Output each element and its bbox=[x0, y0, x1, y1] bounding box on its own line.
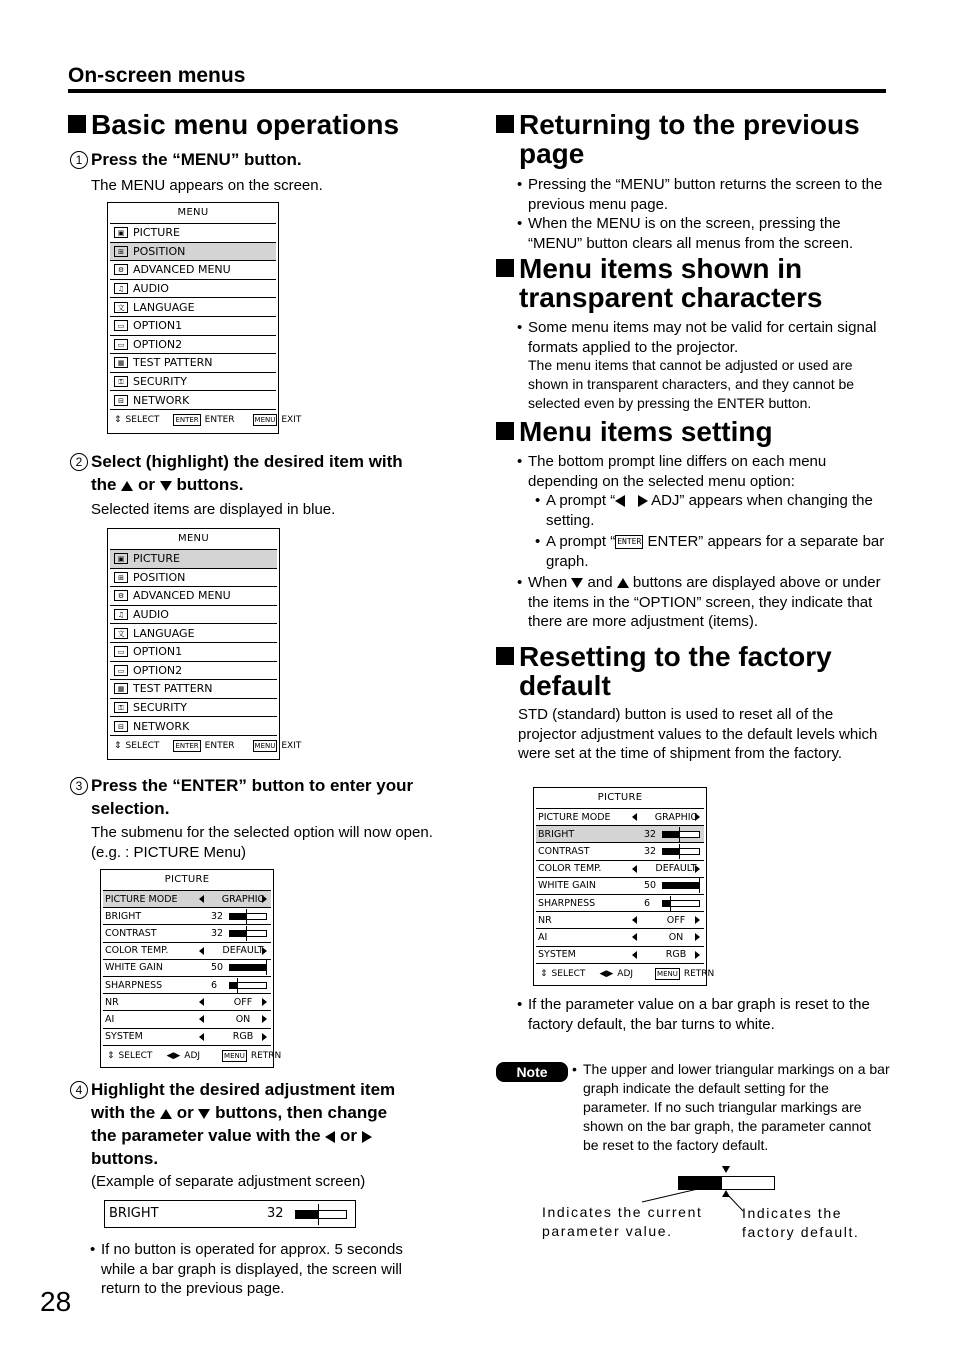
default-marker-top-icon bbox=[722, 1166, 730, 1173]
picture-row-label: SYSTEM bbox=[105, 1031, 143, 1043]
enter-key-icon: ENTER bbox=[175, 741, 199, 750]
picture-row-value: DEFAULT bbox=[222, 945, 264, 957]
menu-item-label: AUDIO bbox=[133, 608, 169, 622]
right-arrow-icon bbox=[638, 495, 648, 507]
right-arrow-icon[interactable] bbox=[262, 1033, 267, 1041]
reset-bullet: • If the parameter value on a bar graph is reset to the factory default, the bar turns to white. bbox=[517, 995, 887, 1034]
step1-desc: The MENU appears on the screen. bbox=[91, 177, 323, 194]
menu-item-label: POSITION bbox=[133, 244, 186, 258]
square-bullet-icon bbox=[68, 115, 86, 133]
picture-row[interactable] bbox=[536, 843, 704, 860]
picture-row-value: 32 bbox=[644, 828, 657, 840]
setting-heading: Menu items setting bbox=[496, 417, 773, 446]
picture-menu-screen bbox=[100, 869, 282, 1068]
left-arrow-icon bbox=[615, 495, 625, 507]
menu-item-label: ADVANCED MENU bbox=[133, 589, 231, 603]
level-bar-fill bbox=[230, 931, 246, 936]
page-number: 28 bbox=[40, 1286, 72, 1317]
menu-item-label: PICTURE bbox=[133, 552, 180, 566]
left-arrow-icon[interactable] bbox=[199, 947, 204, 955]
default-marker bbox=[237, 978, 238, 993]
picture-row[interactable] bbox=[536, 878, 704, 895]
step-number: 2 bbox=[70, 453, 88, 471]
picture-row-label: AI bbox=[105, 1013, 115, 1025]
step3-desc: The submenu for the selected option will now open. (e.g. : PICTURE Menu) bbox=[91, 824, 433, 861]
picture-row[interactable] bbox=[103, 908, 271, 925]
picture-row-label: PICTURE MODE bbox=[105, 893, 178, 905]
picture-icon: ▣ bbox=[114, 227, 128, 238]
picture-row-label: SYSTEM bbox=[538, 949, 576, 961]
picture-row-label: CONTRAST bbox=[105, 927, 157, 939]
advanced-menu-icon: ⚙ bbox=[114, 590, 128, 601]
main-menu-screen-highlight bbox=[107, 528, 302, 760]
menu-item[interactable] bbox=[110, 550, 277, 569]
menu-item-label: OPTION2 bbox=[133, 663, 183, 677]
menu-item[interactable] bbox=[110, 391, 276, 410]
menu-key-icon: MENU bbox=[657, 969, 678, 978]
default-marker bbox=[670, 896, 671, 911]
menu-item-label: LANGUAGE bbox=[133, 300, 195, 314]
picture-row-value: DEFAULT bbox=[655, 863, 697, 875]
left-arrow-icon[interactable] bbox=[632, 916, 637, 924]
picture-row-label: COLOR TEMP. bbox=[538, 863, 602, 875]
menu-item[interactable] bbox=[110, 224, 276, 243]
transparent-detail: The menu items that cannot be adjusted or used are shown in transparent characters, and they cannot be selected even by pressing the ENTER button. bbox=[528, 357, 855, 411]
menu-title: MENU bbox=[177, 207, 209, 218]
menu-item-label: PICTURE bbox=[133, 226, 180, 240]
menu-item[interactable] bbox=[110, 662, 277, 681]
picture-row-value: 6 bbox=[644, 897, 651, 909]
footer-exit-label: EXIT bbox=[281, 740, 302, 751]
default-marker bbox=[679, 844, 680, 859]
position-icon: ⊞ bbox=[114, 572, 128, 583]
picture-row-value: GRAPHIC bbox=[654, 811, 698, 823]
step3-heading: 3 Press the “ENTER” button to enter your selection. bbox=[70, 774, 470, 820]
down-arrow-icon bbox=[571, 578, 583, 588]
menu-item-label: TEST PATTERN bbox=[133, 682, 213, 696]
picture-row[interactable] bbox=[536, 912, 704, 929]
basic-menu-heading: Basic menu operations bbox=[68, 110, 399, 139]
menu-item[interactable] bbox=[110, 717, 277, 736]
note-text: • The upper and lower triangular markings on a bar graph indicate the default setting for the parameter. If no such triangular markings are shown on the bar graph, the parameter cannot be reset to the factory default. bbox=[572, 1060, 890, 1155]
transparent-heading: Menu items shown in transparent characters bbox=[496, 254, 822, 312]
step2-desc: Selected items are displayed in blue. bbox=[91, 501, 336, 518]
picture-row[interactable] bbox=[103, 994, 271, 1011]
step-number: 1 bbox=[70, 151, 88, 169]
menu-item[interactable] bbox=[110, 336, 276, 355]
option1-icon: ▭ bbox=[114, 320, 128, 331]
timeout-note: • If no button is operated for approx. 5 seconds while a bar graph is displayed, the screen will return to the previous page. bbox=[90, 1240, 435, 1299]
picture-row-label: CONTRAST bbox=[538, 845, 590, 857]
main-menu-screen bbox=[107, 202, 302, 434]
factory-default-label: Indicates the factory default. bbox=[742, 1205, 860, 1240]
picture-menu-title: PICTURE bbox=[164, 874, 210, 885]
level-bar[interactable] bbox=[662, 831, 700, 838]
level-bar-fill bbox=[663, 901, 670, 906]
default-marker bbox=[679, 827, 680, 842]
menu-item[interactable] bbox=[110, 373, 276, 392]
picture-row[interactable] bbox=[536, 861, 704, 878]
adjust-bar-fill bbox=[296, 1211, 319, 1218]
position-icon: ⊞ bbox=[114, 246, 128, 257]
left-arrow-icon[interactable] bbox=[199, 895, 204, 903]
picture-row-label: WHITE GAIN bbox=[538, 880, 596, 892]
menu-item[interactable] bbox=[110, 587, 277, 606]
advanced-menu-icon: ⚙ bbox=[114, 264, 128, 275]
picture-row[interactable] bbox=[536, 895, 704, 912]
picture-row-label: WHITE GAIN bbox=[105, 962, 163, 974]
picture-row-value: OFF bbox=[666, 914, 686, 926]
menu-item-label: NETWORK bbox=[133, 719, 190, 733]
picture-row[interactable] bbox=[103, 1011, 271, 1028]
up-down-icon: ⇕ bbox=[114, 414, 122, 425]
picture-menu-title: PICTURE bbox=[597, 792, 643, 803]
menu-item-label: SECURITY bbox=[133, 375, 187, 389]
footer-select-label: SELECT bbox=[125, 414, 160, 425]
footer-return-label: RETRN bbox=[683, 968, 715, 979]
level-bar-fill bbox=[230, 965, 266, 970]
level-bar-fill bbox=[230, 914, 246, 919]
footer-select-label: SELECT bbox=[118, 1050, 153, 1061]
audio-icon: ♫ bbox=[114, 283, 128, 294]
footer-select-label: SELECT bbox=[125, 740, 160, 751]
picture-row[interactable] bbox=[103, 925, 271, 942]
right-arrow-icon[interactable] bbox=[695, 865, 700, 873]
level-bar[interactable] bbox=[229, 913, 267, 920]
menu-item[interactable] bbox=[110, 680, 277, 699]
picture-row-value: GRAPHIC bbox=[221, 893, 265, 905]
language-icon: 文 bbox=[114, 628, 128, 639]
security-icon: ⚿ bbox=[114, 376, 128, 387]
picture-row[interactable] bbox=[103, 943, 271, 960]
picture-row-value: 50 bbox=[211, 962, 224, 974]
picture-row-value: 32 bbox=[644, 845, 657, 857]
footer-enter-label: ENTER bbox=[204, 414, 235, 425]
enter-key-icon: ENTER bbox=[175, 415, 199, 424]
footer-return-label: RETRN bbox=[250, 1050, 282, 1061]
menu-item-label: SECURITY bbox=[133, 701, 187, 715]
picture-row[interactable] bbox=[536, 929, 704, 946]
default-marker bbox=[266, 960, 267, 975]
resetting-heading: Resetting to the factory default bbox=[496, 642, 832, 700]
default-marker bbox=[246, 909, 247, 924]
menu-item[interactable] bbox=[110, 261, 276, 280]
menu-item[interactable] bbox=[110, 354, 276, 373]
resetting-body: STD (standard) button is used to reset all of the projector adjustment values to the default levels which were set at the time of shipment from the factory. bbox=[518, 706, 878, 762]
square-bullet-icon bbox=[496, 422, 514, 440]
menu-key-icon: MENU bbox=[254, 415, 276, 424]
picture-row-value: 6 bbox=[211, 979, 218, 991]
up-down-icon: ⇕ bbox=[114, 740, 122, 751]
menu-item[interactable] bbox=[110, 569, 277, 588]
up-arrow-icon bbox=[160, 1109, 172, 1119]
option2-icon: ▭ bbox=[114, 665, 128, 676]
menu-key-icon: MENU bbox=[254, 741, 276, 750]
default-marker bbox=[699, 878, 700, 893]
right-arrow-icon[interactable] bbox=[262, 947, 267, 955]
left-right-icon: ◀▶ bbox=[166, 1050, 181, 1061]
security-icon: ⚿ bbox=[114, 702, 128, 713]
picture-row-label: NR bbox=[105, 996, 119, 1008]
level-bar[interactable] bbox=[229, 964, 267, 971]
menu-item-label: TEST PATTERN bbox=[133, 356, 213, 370]
menu-footer bbox=[108, 736, 302, 756]
square-bullet-icon bbox=[496, 115, 514, 133]
level-bar[interactable] bbox=[662, 900, 700, 907]
menu-item-label: OPTION2 bbox=[133, 337, 183, 351]
menu-item[interactable] bbox=[110, 643, 277, 662]
square-bullet-icon bbox=[496, 647, 514, 665]
menu-item[interactable] bbox=[110, 298, 276, 317]
step-number: 3 bbox=[70, 777, 88, 795]
left-arrow-icon[interactable] bbox=[632, 865, 637, 873]
network-icon: ⊟ bbox=[114, 395, 128, 406]
left-arrow-icon[interactable] bbox=[632, 813, 637, 821]
default-marker bbox=[246, 926, 247, 941]
picture-footer bbox=[101, 1046, 282, 1066]
square-bullet-icon bbox=[496, 259, 514, 277]
picture-row-label: BRIGHT bbox=[538, 828, 575, 840]
picture-row[interactable] bbox=[103, 1029, 271, 1046]
menu-item-label: ADVANCED MENU bbox=[133, 263, 231, 277]
picture-row-value: OFF bbox=[233, 996, 253, 1008]
transparent-bullets: • Some menu items may not be valid for certain signal formats applied to the projector. bbox=[517, 318, 887, 357]
test-pattern-icon: ▦ bbox=[114, 357, 128, 368]
default-marker bbox=[318, 1204, 319, 1225]
step4-heading: 4 Highlight the desired adjustment item with the or buttons, then change the parameter value with the or buttons. bbox=[70, 1078, 470, 1170]
level-bar-fill bbox=[663, 849, 679, 854]
picture-row-value: ON bbox=[235, 1013, 251, 1025]
picture-row-value: 50 bbox=[644, 880, 657, 892]
menu-item-label: POSITION bbox=[133, 570, 186, 584]
up-down-icon: ⇕ bbox=[107, 1050, 115, 1061]
up-arrow-icon bbox=[617, 578, 629, 588]
menu-item-label: LANGUAGE bbox=[133, 626, 195, 640]
right-arrow-icon[interactable] bbox=[695, 951, 700, 959]
right-arrow-icon[interactable] bbox=[262, 895, 267, 903]
footer-adj-label: ADJ bbox=[617, 968, 634, 979]
left-arrow-icon[interactable] bbox=[199, 1015, 204, 1023]
step-number: 4 bbox=[70, 1081, 88, 1099]
menu-item[interactable] bbox=[110, 624, 277, 643]
picture-row-label: AI bbox=[538, 931, 548, 943]
right-arrow-icon[interactable] bbox=[262, 998, 267, 1006]
picture-row-value: 32 bbox=[211, 927, 224, 939]
level-bar-fill bbox=[230, 983, 237, 988]
picture-row[interactable] bbox=[536, 809, 704, 826]
level-bar-fill bbox=[663, 832, 679, 837]
menu-item[interactable] bbox=[110, 606, 277, 625]
network-icon: ⊟ bbox=[114, 721, 128, 732]
returning-bullets: • Pressing the “MENU” button returns the screen to the previous menu page. • When the MENU is on the screen, pressing the “MENU” button clears all menus from the screen. bbox=[517, 175, 887, 253]
up-down-icon: ⇕ bbox=[540, 968, 548, 979]
header-rule bbox=[68, 89, 886, 93]
menu-footer bbox=[108, 410, 302, 430]
menu-item-label: OPTION1 bbox=[133, 645, 183, 659]
down-arrow-icon bbox=[198, 1109, 210, 1119]
picture-row-value: RGB bbox=[665, 949, 687, 961]
right-arrow-icon[interactable] bbox=[695, 933, 700, 941]
test-pattern-icon: ▦ bbox=[114, 683, 128, 694]
picture-row[interactable] bbox=[103, 960, 271, 977]
picture-footer bbox=[534, 964, 715, 984]
right-arrow-icon[interactable] bbox=[695, 916, 700, 924]
picture-row-label: COLOR TEMP. bbox=[105, 945, 169, 957]
menu-item[interactable] bbox=[110, 243, 276, 262]
menu-item[interactable] bbox=[110, 699, 277, 718]
adjust-example-screen bbox=[104, 1200, 356, 1228]
up-arrow-icon bbox=[121, 481, 133, 491]
menu-title: MENU bbox=[178, 533, 209, 544]
picture-row-label: BRIGHT bbox=[105, 910, 142, 922]
picture-row-label: SHARPNESS bbox=[105, 979, 163, 991]
language-icon: 文 bbox=[114, 302, 128, 313]
picture-row-value: 32 bbox=[211, 910, 224, 922]
left-arrow-icon bbox=[325, 1131, 335, 1143]
right-arrow-icon[interactable] bbox=[262, 1015, 267, 1023]
picture-row-label: PICTURE MODE bbox=[538, 811, 611, 823]
down-arrow-icon bbox=[160, 481, 172, 491]
note-badge: Note bbox=[496, 1062, 568, 1082]
option2-icon: ▭ bbox=[114, 339, 128, 350]
adjust-label: BRIGHT bbox=[109, 1206, 159, 1221]
picture-row[interactable] bbox=[536, 826, 704, 843]
left-right-icon: ◀▶ bbox=[599, 968, 614, 979]
right-arrow-icon bbox=[362, 1131, 372, 1143]
left-arrow-icon[interactable] bbox=[199, 998, 204, 1006]
setting-body: • The bottom prompt line differs on each menu depending on the selected menu option: • A prompt “ ADJ” appears when changing the setting. • A prompt “ ENTER ENTER” appears for a separate bar graph. • When and buttons are displayed above or under the items in the “OPTION” screen, they indicate that there are more adjustment (items). bbox=[517, 452, 889, 632]
menu-item-label: NETWORK bbox=[133, 393, 190, 407]
menu-item-label: OPTION1 bbox=[133, 319, 183, 333]
option1-icon: ▭ bbox=[114, 646, 128, 657]
menu-item-label: AUDIO bbox=[133, 282, 169, 296]
menu-item[interactable] bbox=[110, 317, 276, 336]
picture-row-value: RGB bbox=[232, 1031, 254, 1043]
picture-row[interactable] bbox=[536, 947, 704, 964]
section-title: On-screen menus bbox=[68, 64, 246, 87]
level-bar[interactable] bbox=[229, 982, 267, 989]
footer-exit-label: EXIT bbox=[281, 414, 302, 425]
menu-item[interactable] bbox=[110, 280, 276, 299]
picture-row[interactable] bbox=[103, 977, 271, 994]
footer-enter-label: ENTER bbox=[204, 740, 235, 751]
level-bar[interactable] bbox=[662, 848, 700, 855]
left-arrow-icon[interactable] bbox=[199, 1033, 204, 1041]
level-bar[interactable] bbox=[229, 930, 267, 937]
step1-heading: 1 Press the “MENU” button. bbox=[70, 148, 302, 171]
picture-row-label: SHARPNESS bbox=[538, 897, 596, 909]
footer-select-label: SELECT bbox=[551, 968, 586, 979]
returning-heading: Returning to the previous page bbox=[496, 110, 860, 168]
level-bar-fill bbox=[663, 883, 699, 888]
step4-desc: (Example of separate adjustment screen) bbox=[91, 1173, 366, 1190]
right-arrow-icon[interactable] bbox=[695, 813, 700, 821]
level-bar[interactable] bbox=[662, 882, 700, 889]
footer-adj-label: ADJ bbox=[184, 1050, 201, 1061]
left-arrow-icon[interactable] bbox=[632, 933, 637, 941]
picture-icon: ▣ bbox=[114, 553, 128, 564]
audio-icon: ♫ bbox=[114, 609, 128, 620]
picture-row[interactable] bbox=[103, 891, 271, 908]
picture-menu-screen-reset bbox=[533, 787, 715, 986]
menu-key-icon: MENU bbox=[224, 1051, 245, 1060]
current-value-label: Indicates the current parameter value. bbox=[542, 1204, 703, 1239]
adjust-value: 32 bbox=[267, 1206, 284, 1221]
step2-heading: 2 Select (highlight) the desired item with the or buttons. bbox=[70, 450, 470, 496]
picture-row-label: NR bbox=[538, 914, 552, 926]
adjust-bar bbox=[295, 1210, 347, 1219]
picture-row-value: ON bbox=[668, 931, 684, 943]
left-arrow-icon[interactable] bbox=[632, 951, 637, 959]
enter-key-icon: ENTER bbox=[615, 535, 643, 549]
